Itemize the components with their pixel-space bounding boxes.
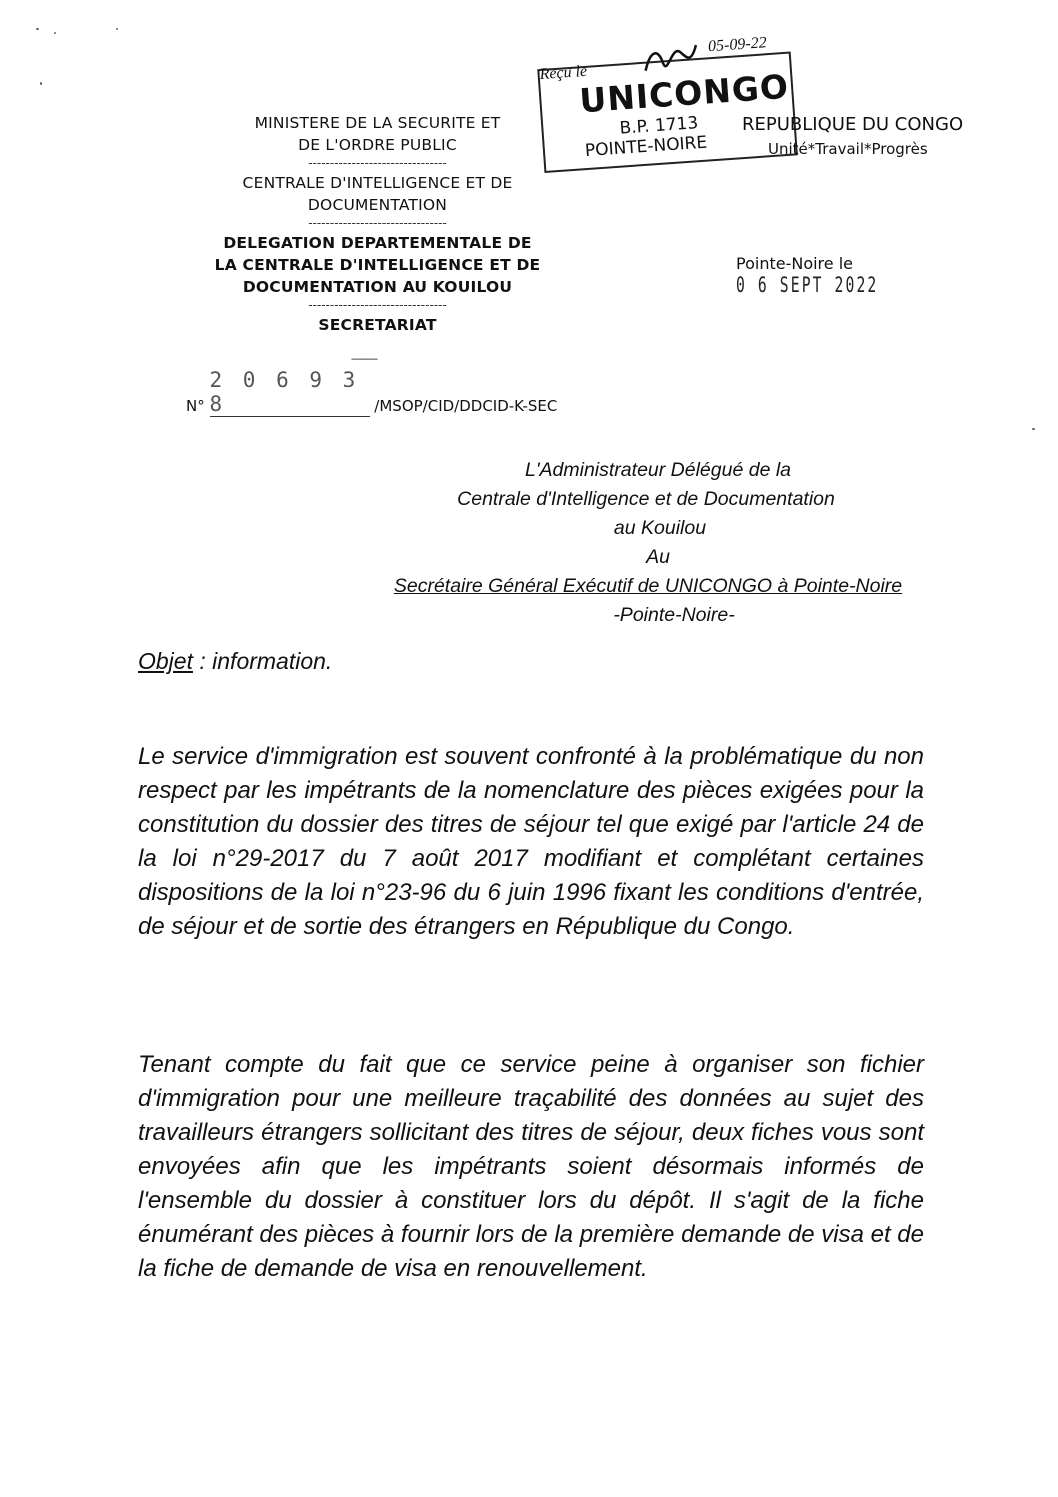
number-value: 2 0 6 9 3 8 [210,368,370,417]
stamp-po-box: B.P. 1713 [618,113,699,139]
subject-label: Objet [138,648,193,674]
stamp-received: Reçu le [539,62,588,84]
stamp-city: POINTE-NOIRE [584,132,708,162]
sender-line-2: Centrale d'Intelligence et de Documentation [457,488,835,510]
scan-speck [40,82,42,85]
body-paragraph-1: Le service d'immigration est souvent confronté à la problématique du non respect par les impétrants de la nomenclature des pièces exigées pour la constitution du dossier des titres de séjour tel que exigé par l'article 24 de la loi n°29-2017 du 7 août 2017 modifiant et complétant certaines dispositions de la loi n°23-96 du 6 juin 1996 fixant les conditions d'entrée, de séjour et de sortie des étrangers en République du Congo. [138,743,924,940]
to-label: Au [646,546,670,568]
scan-speck [1032,428,1035,430]
number-prefix: N° [186,397,205,415]
delegation-line-2: LA CENTRALE D'INTELLIGENCE ET DE [214,256,541,274]
delegation-line-3: DOCUMENTATION AU KOUILOU [242,278,513,296]
body-paragraph-2: Tenant compte du fait que ce service peine à organiser son fichier d'immigration pour une meilleure traçabilité des données au sujet des travailleurs étrangers sollicitant des titres de séjour, deux fiches vous sont envoyées afin que les impétrants soient désormais informés de l'ensemble du dossier à constituer lors du dépôt. Il s'agit de la fiche énumérant des pièces à fournir lors de la première demande de visa et de la fiche de demande de visa en renouvellement. [138,1051,924,1282]
issuer-header [200,112,555,336]
republic-title: REPUBLIQUE DU CONGO [742,114,964,135]
reception-stamp [536,36,806,172]
scan-speck [116,28,118,30]
ministry-line-1: MINISTERE DE LA SECURITE ET [254,114,501,132]
delegation-line-1: DELEGATION DEPARTEMENTALE DE [223,234,532,252]
secretariat-label: SECRETARIAT [318,316,437,334]
date-value: 0 6 SEPT 2022 [736,273,879,297]
recipient-line: Secrétaire Général Exécutif de UNICONGO à Pointe-Noire [393,575,903,597]
scan-speck [54,32,56,34]
subject-text: : information. [192,648,333,674]
reference-number [186,354,558,417]
sender-line-3: au Kouilou [613,517,707,539]
separator: -------------------------------- [308,298,447,312]
recipient-city: -Pointe-Noire- [613,604,735,626]
separator: -------------------------------- [308,216,447,230]
sender-line-1: L'Administrateur Délégué de la [524,459,792,481]
central-line-1: CENTRALE D'INTELLIGENCE ET DE [242,174,513,192]
central-line-2: DOCUMENTATION [307,196,448,214]
republic-motto: Unité*Travail*Progrès [768,140,928,158]
number-suffix: /MSOP/CID/DDCID-K-SEC [374,397,558,415]
separator: -------------------------------- [308,156,447,170]
separator-short: ---------- [351,354,378,365]
subject-line [138,648,332,675]
ministry-line-2: DE L'ORDRE PUBLIC [298,136,457,154]
stamp-title: UNICONGO [578,66,791,121]
scan-speck [36,28,39,30]
stamp-date: 05-09-22 [707,34,768,56]
date-line [736,254,1058,297]
date-prefix: Pointe-Noire le [736,254,853,273]
addressee-block [340,456,980,630]
